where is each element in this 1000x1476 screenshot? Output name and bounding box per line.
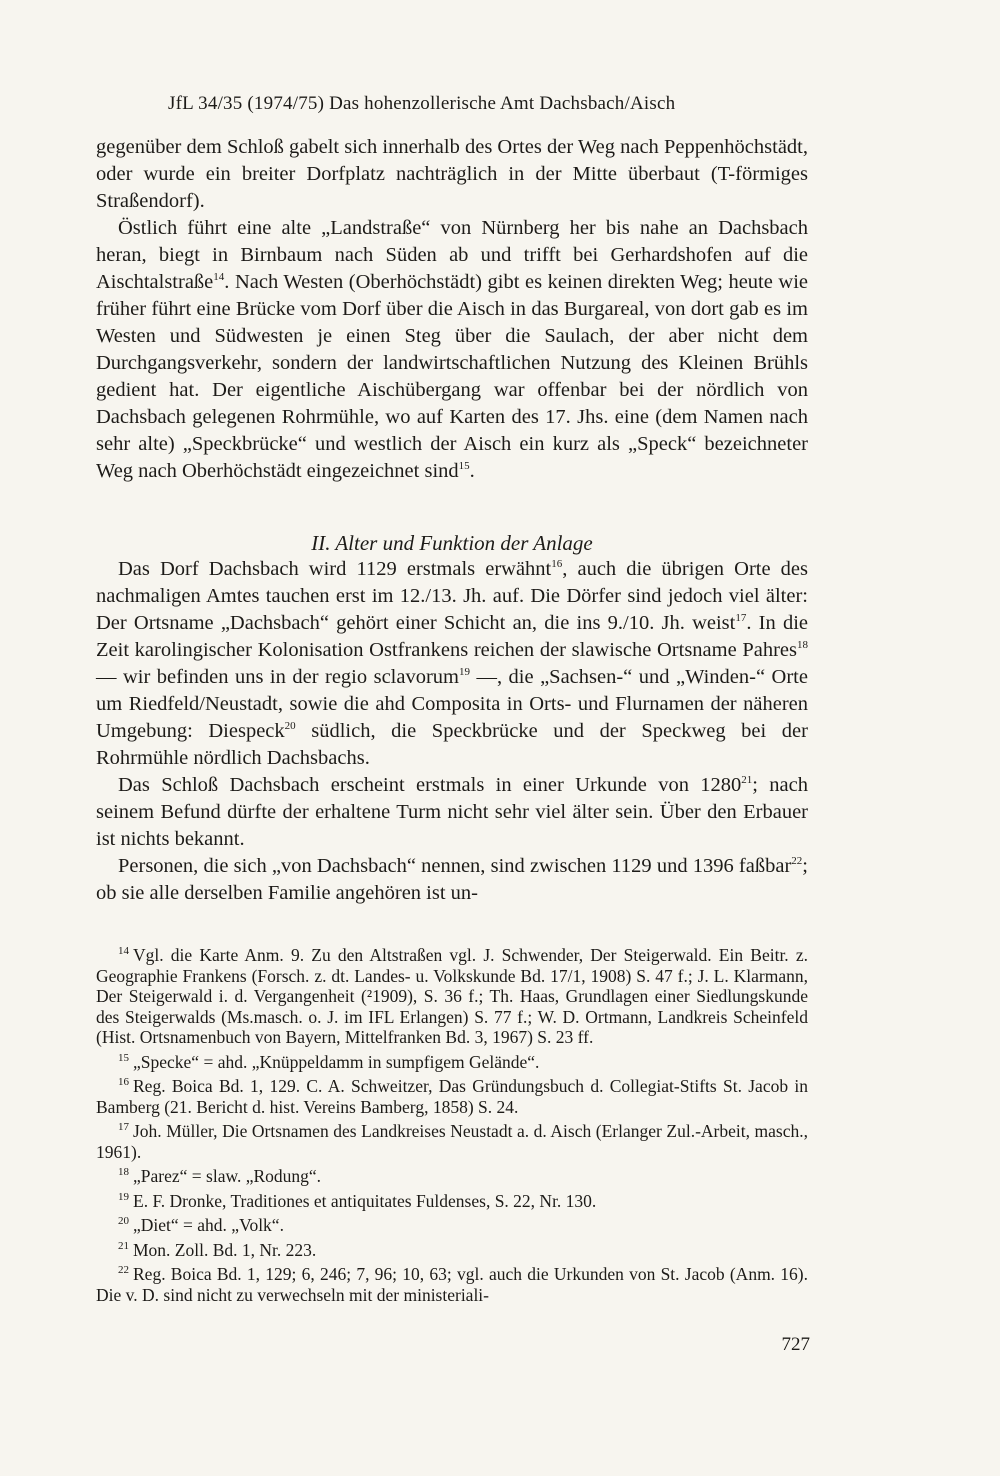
footnotes — [96, 945, 808, 1309]
footnote-21: $^{21}$ Mon. Zoll. Bd. 1, Nr. 223. — [118, 1239, 317, 1260]
footnote-ref-20[interactable]: 20 — [284, 720, 296, 733]
footnote-ref-19[interactable]: 19 — [458, 666, 470, 679]
page-number: 727 — [781, 1334, 810, 1355]
paragraph-4: Das Schloß Dachsbach erscheint erstmals in einer Urkunde von 1280$^{21}$; nach seinem Befund dürfte der erhaltene Turm nicht sehr viel älter sein. Über den Erbauer ist nichts bekannt. — [96, 774, 808, 850]
footnote-ref-14[interactable]: 14 — [213, 271, 225, 284]
footnote-17: $^{17}$ Joh. Müller, Die Ortsnamen des Landkreises Neustadt a. d. Aisch (Erlanger Zul.-Arbeit, masch., 1961). — [96, 1121, 808, 1162]
footnote-ref-21[interactable]: 21 — [741, 774, 753, 787]
running-header: JfL 34/35 (1974/75) Das hohenzollerische Amt Dachsbach/Aisch — [168, 93, 676, 114]
footnote-16: $^{16}$ Reg. Boica Bd. 1, 129. C. A. Schweitzer, Das Gründungsbuch d. Collegiat-Stifts St. Jacob in Bamberg (21. Bericht d. hist. Vereins Bamberg, 1858) S. 24. — [96, 1076, 808, 1117]
paragraph-1: gegenüber dem Schloß gabelt sich innerhalb des Ortes der Weg nach Peppenhöchstädt, oder wurde ein breiter Dorfplatz nachträglich in der Mitte überbaut (T-förmiges Straßendorf). — [96, 136, 808, 212]
footnote-15: $^{15}$ „Specke“ = ahd. „Knüppeldamm in sumpfigem Gelände“. — [118, 1051, 540, 1072]
footnote-ref-17[interactable]: 17 — [735, 612, 747, 625]
footnote-18: $^{18}$ „Parez“ = slaw. „Rodung“. — [118, 1166, 322, 1186]
paragraph-2: Östlich führt eine alte „Landstraße“ von Nürnberg her bis nahe an Dachsbach heran, biegt in Birnbaum nach Süden ab und trifft bei Gerhardshofen auf die Aischtalstraße$^{14}$. Nach Westen (Oberhöchstädt) gibt es keinen direkten Weg; heute wie früher führt eine Brücke vom Dorf über die Aisch in das Burgareal, von dort gab es im Westen und Südwesten je einen Steg über die Saulach, der aber nicht dem Durchgangsverkehr, sondern der landwirtschaftlichen Nutzung des Kleinen Brühls gedient hat. Der eigentliche Aischübergang war offenbar bei der nördlich von Dachsbach gelegenen Rohrmühle, wo auf Karten des 17. Jhs. eine (dem Namen nach sehr alte) „Speckbrücke“ und westlich der Aisch ein kurz als „Speck“ bezeichneter Weg nach Oberhöchstädt eingezeichnet sind$^{15}$. — [96, 217, 808, 482]
footnote-20: $^{20}$ „Diet“ = ahd. „Volk“. — [118, 1215, 284, 1235]
footnote-ref-15[interactable]: 15 — [458, 460, 470, 473]
footnote-ref-18[interactable]: 18 — [797, 639, 808, 652]
footnote-ref-16[interactable]: 16 — [551, 558, 563, 571]
body-text-lower — [96, 556, 808, 907]
paragraph-3: Das Dorf Dachsbach wird 1129 erstmals erwähnt$^{16}$, auch die übrigen Orte des nachmaligen Amtes tauchen erst im 12./13. Jh. auf. Die Dörfer sind jedoch viel älter: Der Ortsname „Dachsbach“ gehört einer Schicht an, die ins 9./10. Jh. weist$^{17}$. In die Zeit karolingischer Kolonisation Ostfrankens reichen der slawische Ortsname Pahres$^{18}$ — wir befinden uns in der regio sclavorum$^{19}$ —, die „Sachsen-“ und „Winden-“ Orte um Riedfeld/Neustadt, sowie die ahd Composita in Orts- und Flurnamen der näheren Umgebung: Diespeck$^{20}$ südlich, die Speckbrücke und der Speckweg bei der Rohrmühle nördlich Dachsbachs. — [96, 558, 808, 769]
footnote-19: $^{19}$ E. F. Dronke, Traditiones et antiquitates Fuldenses, S. 22, Nr. 130. — [118, 1190, 597, 1211]
paragraph-5: Personen, die sich „von Dachsbach“ nennen, sind zwischen 1129 und 1396 faßbar$^{22}$; ob sie alle derselben Familie angehören ist un- — [96, 855, 808, 904]
body-text-upper — [96, 134, 808, 485]
footnote-22: $^{22}$ Reg. Boica Bd. 1, 129; 6, 246; 7, 96; 10, 63; vgl. auch die Urkunden von St. Jacob (Anm. 16). Die v. D. sind nicht zu verwechseln mit der ministeriali- — [96, 1264, 808, 1305]
footnote-ref-22[interactable]: 22 — [791, 855, 803, 868]
footnote-14: $^{14}$ Vgl. die Karte Anm. 9. Zu den Altstraßen vgl. J. Schwender, Der Steigerwald. Ein Beitr. z. Geographie Frankens (Forsch. z. dt. Landes- u. Volkskunde Bd. 17/1, 1908) S. 47 f.; J. L. Klarmann, Der Steigerwald i. d. Vergangenheit (²1909), S. 36 f.; Th. Haas, Grundlagen einer Siedlungskunde des Steigerwalds (Ms.masch. o. J. im IFL Erlangen) S. 77 f.; W. D. Ortmann, Landkreis Scheinfeld (Hist. Ortsnamenbuch von Bayern, Mittelfranken Bd. 3, 1967) S. 23 ff. — [96, 945, 808, 1047]
section-heading: II. Alter und Funktion der Anlage — [311, 531, 593, 555]
